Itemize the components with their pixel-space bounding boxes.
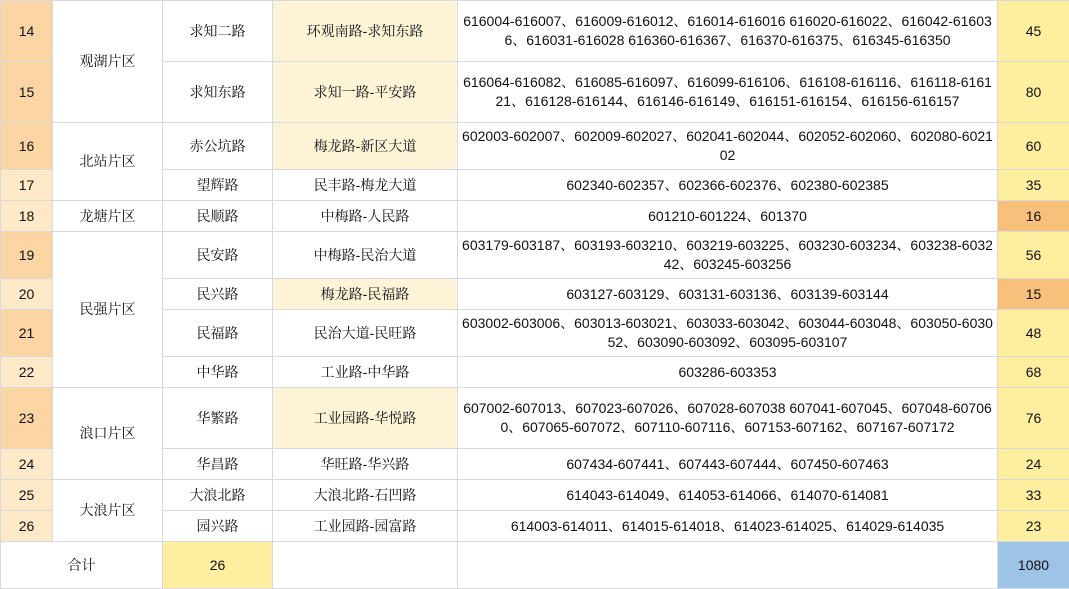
- number-list: 607434-607441、607443-607444、607450-607463: [458, 449, 998, 480]
- road-range: 中梅路-民治大道: [273, 232, 458, 279]
- table-row: [1, 388, 1069, 449]
- road-name: 中华路: [163, 357, 273, 388]
- area-name: 民强片区: [53, 232, 163, 388]
- road-range: 求知一路-平安路: [273, 62, 458, 123]
- table-row: [1, 232, 1069, 279]
- table-row: [1, 201, 1069, 232]
- road-range: 梅龙路-民福路: [273, 279, 458, 310]
- number-list: 614003-614011、614015-614018、614023-614025、614029-614035: [458, 511, 998, 542]
- road-name: 华昌路: [163, 449, 273, 480]
- road-range: 民丰路-梅龙大道: [273, 170, 458, 201]
- table-row: [1, 123, 1069, 170]
- count-cell: 48: [998, 310, 1069, 357]
- table-total-row: [1, 542, 1069, 589]
- road-name: 园兴路: [163, 511, 273, 542]
- road-name: 民安路: [163, 232, 273, 279]
- number-list: 616064-616082、616085-616097、616099-616106、616108-616116、616118-616121、616128-616144、616146-616149、616151-616154、616156-616157: [458, 62, 998, 123]
- count-cell: 33: [998, 480, 1069, 511]
- total-label: 合计: [1, 542, 163, 589]
- road-range: 工业园路-园富路: [273, 511, 458, 542]
- total-road-count: 26: [163, 542, 273, 589]
- number-list: 602340-602357、602366-602376、602380-602385: [458, 170, 998, 201]
- road-name: 民兴路: [163, 279, 273, 310]
- number-list: 603127-603129、603131-603136、603139-603144: [458, 279, 998, 310]
- count-cell: 16: [998, 201, 1069, 232]
- area-name: 大浪片区: [53, 480, 163, 542]
- number-list: 616004-616007、616009-616012、616014-616016 616020-616022、616042-616036、616031-616028 616360-616367、616370-616375、616345-616350: [458, 1, 998, 62]
- row-index: 21: [1, 310, 53, 357]
- road-name: 民顺路: [163, 201, 273, 232]
- road-range: 华旺路-华兴路: [273, 449, 458, 480]
- road-name: 求知二路: [163, 1, 273, 62]
- road-range: 大浪北路-石凹路: [273, 480, 458, 511]
- number-list: 601210-601224、601370: [458, 201, 998, 232]
- row-index: 24: [1, 449, 53, 480]
- count-cell: 45: [998, 1, 1069, 62]
- road-name: 大浪北路: [163, 480, 273, 511]
- road-name: 望辉路: [163, 170, 273, 201]
- count-cell: 76: [998, 388, 1069, 449]
- road-range: 梅龙路-新区大道: [273, 123, 458, 170]
- count-cell: 15: [998, 279, 1069, 310]
- road-range: 环观南路-求知东路: [273, 1, 458, 62]
- area-name: 观湖片区: [53, 1, 163, 123]
- area-name: 龙塘片区: [53, 201, 163, 232]
- count-cell: 35: [998, 170, 1069, 201]
- table-row: [1, 480, 1069, 511]
- road-range: 民治大道-民旺路: [273, 310, 458, 357]
- number-list: 614043-614049、614053-614066、614070-614081: [458, 480, 998, 511]
- table-body: [1, 1, 1069, 589]
- row-index: 26: [1, 511, 53, 542]
- total-range-blank: [273, 542, 458, 589]
- row-index: 17: [1, 170, 53, 201]
- row-index: 15: [1, 62, 53, 123]
- row-index: 23: [1, 388, 53, 449]
- area-name: 北站片区: [53, 123, 163, 201]
- road-name: 民福路: [163, 310, 273, 357]
- count-cell: 23: [998, 511, 1069, 542]
- row-index: 25: [1, 480, 53, 511]
- road-name: 华繁路: [163, 388, 273, 449]
- area-name: 浪口片区: [53, 388, 163, 480]
- table-row: [1, 1, 1069, 62]
- number-list: 603286-603353: [458, 357, 998, 388]
- row-index: 16: [1, 123, 53, 170]
- count-cell: 60: [998, 123, 1069, 170]
- number-list: 602003-602007、602009-602027、602041-602044、602052-602060、602080-602102: [458, 123, 998, 170]
- road-name: 赤公坑路: [163, 123, 273, 170]
- number-list: 603002-603006、603013-603021、603033-603042、603044-603048、603050-603052、603090-603092、603095-603107: [458, 310, 998, 357]
- row-index: 19: [1, 232, 53, 279]
- count-cell: 24: [998, 449, 1069, 480]
- number-list: 603179-603187、603193-603210、603219-603225、603230-603234、603238-603242、603245-603256: [458, 232, 998, 279]
- road-range: 工业路-中华路: [273, 357, 458, 388]
- row-index: 20: [1, 279, 53, 310]
- road-name: 求知东路: [163, 62, 273, 123]
- road-range: 中梅路-人民路: [273, 201, 458, 232]
- row-index: 14: [1, 1, 53, 62]
- count-cell: 56: [998, 232, 1069, 279]
- row-index: 18: [1, 201, 53, 232]
- count-cell: 68: [998, 357, 1069, 388]
- number-list: 607002-607013、607023-607026、607028-607038 607041-607045、607048-607060、607065-607072、607110-607116、607153-607162、607167-607172: [458, 388, 998, 449]
- row-index: 22: [1, 357, 53, 388]
- count-cell: 80: [998, 62, 1069, 123]
- total-sum: 1080: [998, 542, 1069, 589]
- road-range: 工业园路-华悦路: [273, 388, 458, 449]
- total-nums-blank: [458, 542, 998, 589]
